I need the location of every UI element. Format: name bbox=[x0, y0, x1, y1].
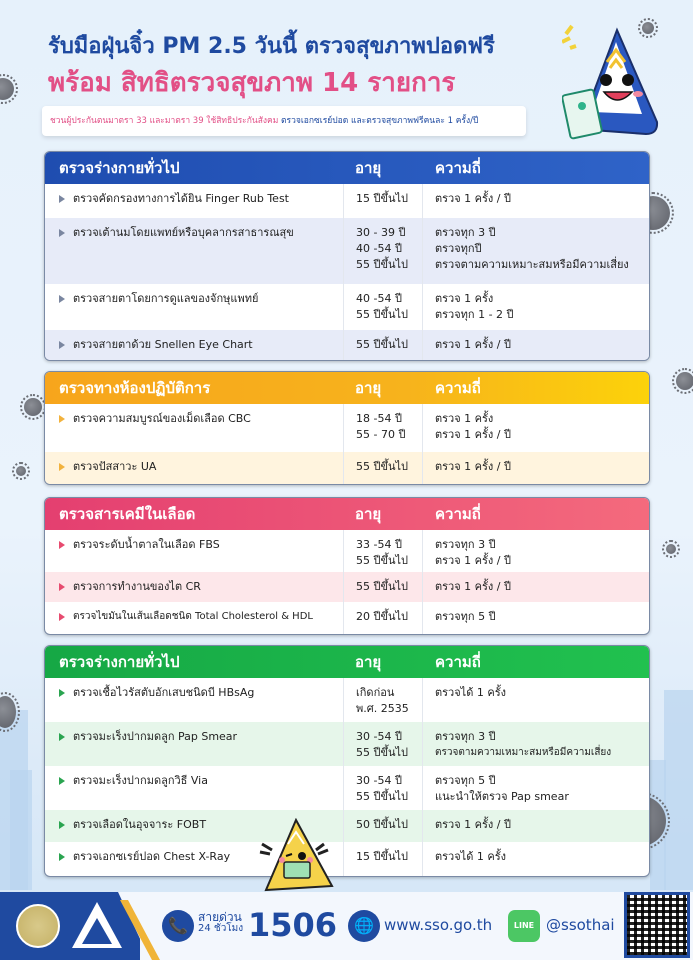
age-value: 30 - 39 ปี bbox=[356, 226, 406, 239]
footer-bar bbox=[0, 892, 693, 960]
frequency-value: ตรวจ 1 ครั้ง / ปี bbox=[435, 192, 511, 205]
frequency-value: แนะนำให้ตรวจ Pap smear bbox=[435, 790, 569, 803]
table-title: ตรวจร่างกายทั่วไป bbox=[59, 653, 180, 671]
bullet-triangle-icon bbox=[59, 689, 65, 697]
age-value: เกิดก่อน bbox=[356, 686, 395, 699]
table-row bbox=[45, 722, 649, 766]
test-name: ตรวจเลือดในอุจจาระ FOBT bbox=[73, 818, 207, 831]
table-row bbox=[45, 810, 649, 842]
info-banner bbox=[42, 106, 526, 136]
age-value: 33 -54 ปี bbox=[356, 538, 402, 551]
info-banner-text-2: ตรวจเอกซเรย์ปอด และตรวจสุขภาพฟรีคนละ 1 ครั้ง/ปี bbox=[281, 116, 479, 126]
line-app-icon: LINE bbox=[508, 910, 540, 942]
table-blood-chemistry bbox=[44, 497, 650, 635]
frequency-value: ตรวจทุกปี bbox=[435, 242, 482, 255]
virus-icon bbox=[0, 696, 16, 728]
globe-icon: 🌐 bbox=[348, 910, 380, 942]
column-header-frequency: ความถี่ bbox=[435, 159, 481, 177]
test-name: ตรวจไขมันในเส้นเลือดชนิด Total Cholesterol & HDL bbox=[73, 611, 313, 622]
bullet-triangle-icon bbox=[59, 463, 65, 471]
table-row bbox=[45, 530, 649, 572]
table-title: ตรวจสารเคมีในเลือด bbox=[59, 505, 196, 523]
table-row bbox=[45, 404, 649, 452]
frequency-value: ตรวจทุก 5 ปี bbox=[435, 610, 496, 623]
column-header-age: อายุ bbox=[355, 379, 382, 397]
age-value: 55 ปีขึ้นไป bbox=[356, 338, 409, 351]
frequency-value: ตรวจทุก 3 ปี bbox=[435, 226, 496, 239]
frequency-value: ตรวจ 1 ครั้ง / ปี bbox=[435, 428, 511, 441]
test-name: ตรวจสายตาด้วย Snellen Eye Chart bbox=[73, 338, 253, 351]
table-general-physical-exam-2 bbox=[44, 645, 650, 877]
phone-icon: 📞 bbox=[162, 910, 194, 942]
age-value: 50 ปีขึ้นไป bbox=[356, 818, 409, 831]
age-value: 40 -54 ปี bbox=[356, 242, 402, 255]
sso-logo-inner bbox=[82, 918, 112, 944]
info-banner-text-1: ชวนผู้ประกันตนมาตรา 33 และมาตรา 39 ใช้สิทธิประกันสังคม bbox=[50, 116, 279, 126]
virus-icon bbox=[666, 544, 676, 554]
age-value: 15 ปีขึ้นไป bbox=[356, 850, 409, 863]
age-value: 55 - 70 ปี bbox=[356, 428, 406, 441]
page-title: รับมือฝุ่นจิ๋ว PM 2.5 วันนี้ ตรวจสุขภาพปอดฟรี bbox=[48, 34, 495, 59]
virus-icon bbox=[16, 466, 26, 476]
test-name: ตรวจคัดกรองทางการได้ยิน Finger Rub Test bbox=[73, 192, 289, 205]
table-header bbox=[45, 372, 649, 404]
test-name: ตรวจมะเร็งปากมดลูก Pap Smear bbox=[73, 730, 238, 743]
age-value: พ.ศ. 2535 bbox=[356, 702, 409, 715]
table-header bbox=[45, 498, 649, 530]
table-title: ตรวจร่างกายทั่วไป bbox=[59, 159, 180, 177]
test-name: ตรวจเอกซเรย์ปอด Chest X-Ray bbox=[73, 850, 231, 863]
table-header bbox=[45, 152, 649, 184]
table-row bbox=[45, 766, 649, 810]
bullet-triangle-icon bbox=[59, 853, 65, 861]
bullet-triangle-icon bbox=[59, 195, 65, 203]
table-title: ตรวจทางห้องปฏิบัติการ bbox=[59, 379, 211, 397]
frequency-value: ตรวจตามความเหมาะสมหรือมีความเสี่ยง bbox=[435, 747, 612, 758]
test-name: ตรวจการทำงานของไต CR bbox=[73, 580, 201, 593]
age-value: 20 ปีขึ้นไป bbox=[356, 610, 409, 623]
bullet-triangle-icon bbox=[59, 415, 65, 423]
column-header-age: อายุ bbox=[355, 159, 382, 177]
table-row bbox=[45, 842, 649, 876]
age-value: 15 ปีขึ้นไป bbox=[356, 192, 409, 205]
age-value: 30 -54 ปี bbox=[356, 774, 402, 787]
test-name: ตรวจปัสสาวะ UA bbox=[73, 460, 157, 473]
frequency-value: ตรวจ 1 ครั้ง / ปี bbox=[435, 554, 511, 567]
bullet-triangle-icon bbox=[59, 541, 65, 549]
test-name: ตรวจความสมบูรณ์ของเม็ดเลือด CBC bbox=[73, 412, 251, 425]
line-id-link[interactable]: @ssothai bbox=[546, 916, 615, 934]
page-subtitle-headline: พร้อม สิทธิตรวจสุขภาพ 14 รายการ bbox=[48, 68, 456, 98]
bullet-triangle-icon bbox=[59, 777, 65, 785]
age-value: 55 ปีขึ้นไป bbox=[356, 460, 409, 473]
line-qr-code[interactable] bbox=[624, 892, 690, 958]
age-value: 40 -54 ปี bbox=[356, 292, 402, 305]
test-name: ตรวจสายตาโดยการดูแลของจักษุแพทย์ bbox=[73, 292, 259, 305]
age-value: 30 -54 ปี bbox=[356, 730, 402, 743]
frequency-value: ตรวจทุก 1 - 2 ปี bbox=[435, 308, 514, 321]
mascot-with-mask-illustration bbox=[258, 818, 338, 900]
bullet-triangle-icon bbox=[59, 821, 65, 829]
test-name: ตรวจเต้านมโดยแพทย์หรือบุคลากรสาธารณสุข bbox=[73, 226, 294, 239]
virus-icon bbox=[0, 78, 14, 100]
column-header-age: อายุ bbox=[355, 505, 382, 523]
age-value: 55 ปีขึ้นไป bbox=[356, 580, 409, 593]
frequency-value: ตรวจ 1 ครั้ง bbox=[435, 292, 494, 305]
table-row bbox=[45, 184, 649, 218]
age-value: 18 -54 ปี bbox=[356, 412, 402, 425]
column-header-age: อายุ bbox=[355, 653, 382, 671]
frequency-value: ตรวจ 1 ครั้ง / ปี bbox=[435, 460, 511, 473]
frequency-value: ตรวจทุก 3 ปี bbox=[435, 730, 496, 743]
bullet-triangle-icon bbox=[59, 583, 65, 591]
frequency-value: ตรวจได้ 1 ครั้ง bbox=[435, 850, 506, 863]
table-row bbox=[45, 602, 649, 634]
frequency-value: ตรวจได้ 1 ครั้ง bbox=[435, 686, 506, 699]
test-name: ตรวจระดับน้ำตาลในเลือด FBS bbox=[73, 538, 220, 551]
age-value: 55 ปีขึ้นไป bbox=[356, 308, 409, 321]
frequency-value: ตรวจ 1 ครั้ง bbox=[435, 412, 494, 425]
table-row bbox=[45, 284, 649, 330]
test-name: ตรวจมะเร็งปากมดลูกวิธี Via bbox=[73, 774, 208, 787]
table-header bbox=[45, 646, 649, 678]
website-link[interactable]: www.sso.go.th bbox=[384, 916, 493, 934]
frequency-value: ตรวจ 1 ครั้ง / ปี bbox=[435, 338, 511, 351]
age-value: 55 ปีขึ้นไป bbox=[356, 790, 409, 803]
age-value: 55 ปีขึ้นไป bbox=[356, 258, 409, 271]
bullet-triangle-icon bbox=[59, 341, 65, 349]
bullet-triangle-icon bbox=[59, 295, 65, 303]
table-row bbox=[45, 572, 649, 602]
hotline-label: สายด่วน 24 ชั่วโมง bbox=[198, 910, 244, 934]
frequency-value: ตรวจ 1 ครั้ง / ปี bbox=[435, 580, 511, 593]
virus-icon bbox=[24, 398, 42, 416]
table-row bbox=[45, 452, 649, 484]
bullet-triangle-icon bbox=[59, 613, 65, 621]
frequency-value: ตรวจตามความเหมาะสมหรือมีความเสี่ยง bbox=[435, 258, 629, 271]
test-name: ตรวจเชื้อไวรัสตับอักเสบชนิดบี HBsAg bbox=[73, 686, 255, 699]
ministry-seal-logo bbox=[16, 904, 60, 948]
column-header-frequency: ความถี่ bbox=[435, 653, 481, 671]
mascot-with-clipboard-illustration bbox=[562, 22, 662, 148]
frequency-value: ตรวจทุก 5 ปี bbox=[435, 774, 496, 787]
table-row bbox=[45, 330, 649, 360]
hotline-number[interactable]: 1506 bbox=[248, 906, 338, 944]
table-laboratory-tests bbox=[44, 371, 650, 485]
table-row bbox=[45, 678, 649, 722]
virus-icon bbox=[676, 372, 693, 390]
column-header-frequency: ความถี่ bbox=[435, 379, 481, 397]
age-value: 55 ปีขึ้นไป bbox=[356, 746, 409, 759]
bullet-triangle-icon bbox=[59, 733, 65, 741]
bullet-triangle-icon bbox=[59, 229, 65, 237]
frequency-value: ตรวจ 1 ครั้ง / ปี bbox=[435, 818, 511, 831]
table-general-physical-exam bbox=[44, 151, 650, 361]
age-value: 55 ปีขึ้นไป bbox=[356, 554, 409, 567]
table-row bbox=[45, 218, 649, 284]
frequency-value: ตรวจทุก 3 ปี bbox=[435, 538, 496, 551]
column-header-frequency: ความถี่ bbox=[435, 505, 481, 523]
